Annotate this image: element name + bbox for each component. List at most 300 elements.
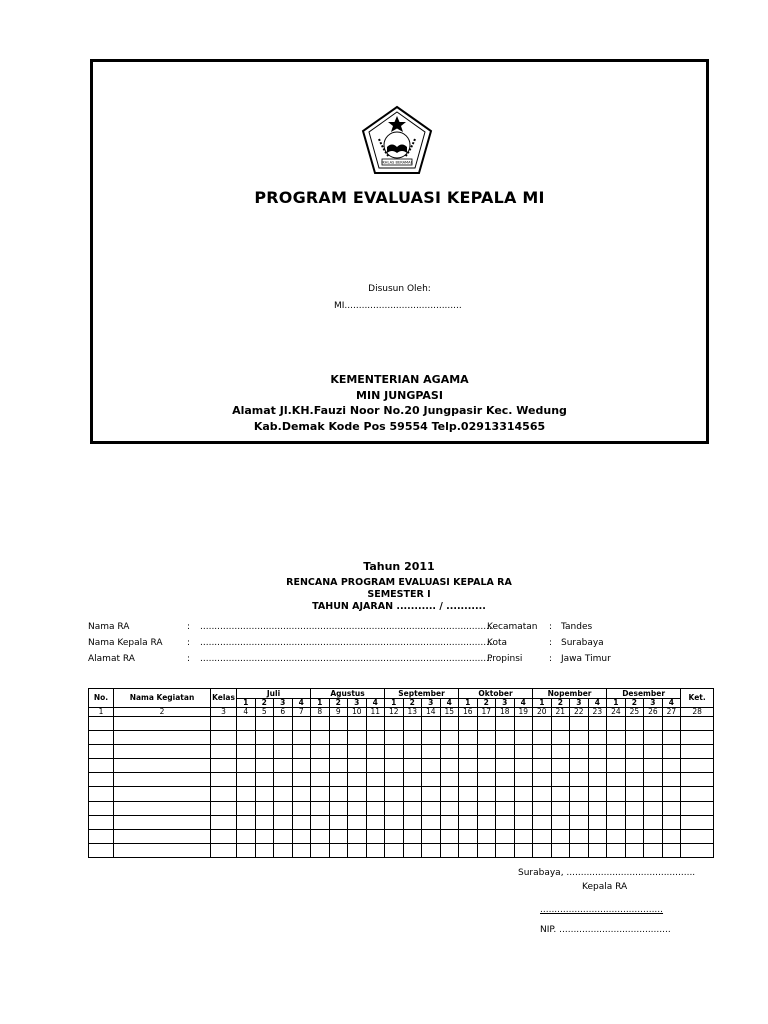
table-cell: [588, 773, 607, 787]
table-cell: [625, 731, 644, 745]
table-cell: [440, 829, 459, 843]
table-cell: [496, 801, 515, 815]
table-cell: [311, 801, 330, 815]
table-cell: [607, 801, 626, 815]
header-week: 3: [570, 699, 589, 708]
table-cell: [607, 787, 626, 801]
table-cell: [570, 829, 589, 843]
table-cell: [533, 815, 552, 829]
table-cell: [114, 759, 211, 773]
table-cell: [403, 717, 422, 731]
table-cell: [211, 843, 237, 857]
table-cell: [292, 745, 311, 759]
table-cell: [114, 815, 211, 829]
header-week: 1: [385, 699, 404, 708]
table-cell: [89, 815, 114, 829]
table-cell: [662, 773, 681, 787]
table-cell: [311, 745, 330, 759]
table-cell: [588, 787, 607, 801]
table-cell: [662, 843, 681, 857]
table-cell: [459, 843, 478, 857]
table-cell: [311, 815, 330, 829]
header-week: 4: [588, 699, 607, 708]
table-cell: [533, 843, 552, 857]
column-number: 22: [570, 708, 589, 717]
mi-line: MI.........................................: [334, 301, 462, 311]
table-cell: [237, 745, 256, 759]
table-cell: [292, 815, 311, 829]
table-cell: [255, 745, 274, 759]
table-cell: [625, 787, 644, 801]
header-week: 3: [274, 699, 293, 708]
table-cell: [403, 843, 422, 857]
header-week: 3: [422, 699, 441, 708]
column-number: 19: [514, 708, 533, 717]
table-cell: [385, 801, 404, 815]
table-cell: [625, 815, 644, 829]
table-cell: [114, 731, 211, 745]
table-cell: [681, 745, 714, 759]
table-cell: [385, 717, 404, 731]
column-number: 7: [292, 708, 311, 717]
table-cell: [274, 843, 293, 857]
table-cell: [681, 773, 714, 787]
table-cell: [348, 787, 367, 801]
table-cell: [514, 773, 533, 787]
table-cell: [89, 745, 114, 759]
table-cell: [274, 731, 293, 745]
table-row: [89, 717, 714, 731]
column-number: 16: [459, 708, 478, 717]
table-cell: [311, 843, 330, 857]
table-cell: [625, 745, 644, 759]
column-number: 10: [348, 708, 367, 717]
table-cell: [89, 787, 114, 801]
column-number: 2: [114, 708, 211, 717]
info-colon: :: [187, 654, 191, 664]
table-cell: [551, 717, 570, 731]
column-number: 15: [440, 708, 459, 717]
table-cell: [533, 773, 552, 787]
column-number: 17: [477, 708, 496, 717]
table-cell: [514, 843, 533, 857]
table-cell: [681, 759, 714, 773]
table-cell: [329, 717, 348, 731]
table-cell: [292, 759, 311, 773]
table-cell: [237, 773, 256, 787]
table-cell: [588, 801, 607, 815]
column-number: 27: [662, 708, 681, 717]
header-week: 2: [403, 699, 422, 708]
table-cell: [366, 815, 385, 829]
table-cell: [644, 717, 663, 731]
table-cell: [422, 801, 441, 815]
table-cell: [514, 815, 533, 829]
table-cell: [329, 801, 348, 815]
table-cell: [237, 787, 256, 801]
table-cell: [114, 745, 211, 759]
table-cell: [459, 759, 478, 773]
table-cell: [514, 801, 533, 815]
table-cell: [477, 759, 496, 773]
table-cell: [533, 787, 552, 801]
table-cell: [570, 731, 589, 745]
column-number: 6: [274, 708, 293, 717]
info-label-alamat: Alamat RA: [88, 654, 135, 664]
header-week: 4: [514, 699, 533, 708]
table-cell: [459, 745, 478, 759]
table-cell: [644, 843, 663, 857]
header-month-nopember: Nopember: [533, 689, 607, 699]
column-number: 21: [551, 708, 570, 717]
table-cell: [329, 759, 348, 773]
table-cell: [551, 843, 570, 857]
table-cell: [329, 787, 348, 801]
info-value-nama-ra: ......................................................................................................: [200, 622, 492, 632]
table-cell: [255, 759, 274, 773]
table-cell: [385, 759, 404, 773]
table-cell: [607, 843, 626, 857]
table-cell: [681, 801, 714, 815]
table-cell: [551, 773, 570, 787]
table-row: [89, 731, 714, 745]
table-cell: [403, 787, 422, 801]
table-cell: [403, 731, 422, 745]
info-value-propinsi: Jawa Timur: [561, 654, 611, 664]
evaluation-schedule-table: [88, 688, 714, 858]
table-cell: [348, 717, 367, 731]
table-cell: [440, 773, 459, 787]
table-cell: [644, 773, 663, 787]
table-cell: [385, 773, 404, 787]
table-cell: [607, 829, 626, 843]
table-cell: [348, 759, 367, 773]
header-week: 2: [329, 699, 348, 708]
table-cell: [274, 717, 293, 731]
table-cell: [422, 815, 441, 829]
table-cell: [440, 759, 459, 773]
table-cell: [477, 829, 496, 843]
info-colon: :: [187, 622, 191, 632]
org-ministry: KEMENTERIAN AGAMA: [330, 373, 469, 386]
sign-nip: NIP. .......................................: [540, 925, 671, 935]
table-cell: [114, 717, 211, 731]
table-cell: [422, 759, 441, 773]
table-row: [89, 815, 714, 829]
info-value-kota: Surabaya: [561, 638, 604, 648]
header-week: 2: [625, 699, 644, 708]
table-cell: [274, 815, 293, 829]
header-week: 3: [348, 699, 367, 708]
table-cell: [114, 843, 211, 857]
table-cell: [211, 717, 237, 731]
column-number: 24: [607, 708, 626, 717]
table-cell: [422, 843, 441, 857]
column-number: 14: [422, 708, 441, 717]
table-cell: [255, 801, 274, 815]
table-cell: [274, 829, 293, 843]
table-cell: [496, 815, 515, 829]
table-cell: [329, 773, 348, 787]
table-cell: [570, 759, 589, 773]
table-cell: [496, 731, 515, 745]
table-cell: [662, 829, 681, 843]
header-week: 3: [496, 699, 515, 708]
org-contact: Kab.Demak Kode Pos 59554 Telp.02913314565: [253, 419, 546, 433]
info-label-kota: Kota: [487, 638, 508, 648]
table-cell: [385, 815, 404, 829]
table-cell: [477, 787, 496, 801]
column-number: 23: [588, 708, 607, 717]
column-number: 20: [533, 708, 552, 717]
table-cell: [514, 829, 533, 843]
table-cell: [570, 843, 589, 857]
table-cell: [477, 843, 496, 857]
table-cell: [681, 717, 714, 731]
sign-role: Kepala RA: [582, 882, 628, 892]
table-cell: [644, 829, 663, 843]
header-week: 1: [459, 699, 478, 708]
info-value-alamat: ......................................................................................................: [200, 654, 492, 664]
column-number: 5: [255, 708, 274, 717]
column-number: 25: [625, 708, 644, 717]
table-row: [89, 745, 714, 759]
column-number: 18: [496, 708, 515, 717]
table-cell: [348, 801, 367, 815]
table-cell: [440, 815, 459, 829]
table-cell: [440, 843, 459, 857]
table-cell: [348, 731, 367, 745]
column-number: 13: [403, 708, 422, 717]
table-cell: [292, 829, 311, 843]
table-cell: [570, 717, 589, 731]
table-cell: [681, 787, 714, 801]
table-cell: [551, 829, 570, 843]
cover-box: [90, 59, 709, 444]
header-week: 4: [662, 699, 681, 708]
table-cell: [477, 717, 496, 731]
plan-title: RENCANA PROGRAM EVALUASI KEPALA RA: [286, 577, 512, 588]
table-cell: [570, 787, 589, 801]
table-cell: [533, 759, 552, 773]
header-week: 2: [477, 699, 496, 708]
table-cell: [514, 759, 533, 773]
column-number-row: [89, 708, 714, 717]
table-cell: [662, 759, 681, 773]
table-cell: [514, 745, 533, 759]
table-cell: [422, 787, 441, 801]
table-cell: [607, 815, 626, 829]
table-cell: [348, 843, 367, 857]
table-cell: [551, 801, 570, 815]
table-cell: [385, 731, 404, 745]
table-cell: [366, 745, 385, 759]
table-cell: [440, 731, 459, 745]
table-cell: [570, 773, 589, 787]
column-number: 26: [644, 708, 663, 717]
header-nama-kegiatan: Nama Kegiatan: [114, 689, 211, 708]
table-cell: [496, 773, 515, 787]
table-cell: [440, 745, 459, 759]
table-cell: [607, 717, 626, 731]
table-cell: [329, 731, 348, 745]
table-cell: [311, 731, 330, 745]
table-cell: [644, 815, 663, 829]
table-cell: [570, 745, 589, 759]
table-cell: [496, 829, 515, 843]
table-cell: [625, 801, 644, 815]
info-colon: :: [549, 638, 553, 648]
table-cell: [348, 829, 367, 843]
table-cell: [459, 731, 478, 745]
table-cell: [329, 745, 348, 759]
table-cell: [237, 717, 256, 731]
table-cell: [440, 787, 459, 801]
table-cell: [385, 829, 404, 843]
table-cell: [311, 787, 330, 801]
table-cell: [274, 759, 293, 773]
table-cell: [311, 773, 330, 787]
table-row: [89, 801, 714, 815]
table-cell: [89, 801, 114, 815]
cover-title: PROGRAM EVALUASI KEPALA MI: [254, 188, 545, 207]
table-cell: [311, 759, 330, 773]
table-cell: [255, 843, 274, 857]
table-cell: [255, 717, 274, 731]
table-cell: [496, 759, 515, 773]
table-cell: [477, 773, 496, 787]
table-cell: [514, 731, 533, 745]
table-cell: [403, 773, 422, 787]
table-cell: [403, 815, 422, 829]
table-row: [89, 787, 714, 801]
table-cell: [644, 787, 663, 801]
info-value-nama-kepala: ......................................................................................................: [200, 638, 492, 648]
table-cell: [237, 815, 256, 829]
table-cell: [496, 787, 515, 801]
header-week: 3: [644, 699, 663, 708]
table-cell: [644, 759, 663, 773]
table-cell: [644, 801, 663, 815]
table-cell: [385, 787, 404, 801]
table-cell: [459, 801, 478, 815]
table-cell: [274, 787, 293, 801]
header-month-desember: Desember: [607, 689, 681, 699]
header-week: 1: [311, 699, 330, 708]
table-cell: [533, 745, 552, 759]
column-number: 11: [366, 708, 385, 717]
table-cell: [681, 815, 714, 829]
table-cell: [292, 843, 311, 857]
org-school: MIN JUNGPASI: [356, 388, 443, 402]
column-number: 3: [211, 708, 237, 717]
table-cell: [477, 815, 496, 829]
table-cell: [114, 773, 211, 787]
table-row: [89, 759, 714, 773]
info-label-kecamatan: Kecamatan: [487, 622, 538, 632]
table-cell: [403, 759, 422, 773]
table-cell: [681, 843, 714, 857]
table-cell: [440, 801, 459, 815]
table-cell: [570, 801, 589, 815]
table-cell: [551, 759, 570, 773]
table-cell: [385, 745, 404, 759]
table-cell: [422, 745, 441, 759]
table-cell: [366, 773, 385, 787]
table-cell: [366, 843, 385, 857]
header-week: 4: [366, 699, 385, 708]
table-cell: [292, 717, 311, 731]
header-month-oktober: Oktober: [459, 689, 533, 699]
table-cell: [422, 717, 441, 731]
table-cell: [89, 843, 114, 857]
table-row: [89, 843, 714, 857]
table-cell: [607, 773, 626, 787]
table-cell: [681, 829, 714, 843]
table-cell: [588, 829, 607, 843]
table-cell: [329, 829, 348, 843]
table-cell: [551, 787, 570, 801]
sign-place-date: Surabaya, .............................................: [518, 868, 696, 878]
column-number: 1: [89, 708, 114, 717]
table-cell: [588, 759, 607, 773]
table-cell: [625, 829, 644, 843]
table-cell: [292, 801, 311, 815]
table-cell: [644, 745, 663, 759]
table-cell: [211, 815, 237, 829]
table-cell: [255, 829, 274, 843]
sign-name-line: ...........................................: [540, 905, 664, 915]
table-cell: [496, 843, 515, 857]
table-cell: [311, 829, 330, 843]
table-cell: [607, 745, 626, 759]
header-week: 1: [533, 699, 552, 708]
table-cell: [348, 773, 367, 787]
table-cell: [311, 717, 330, 731]
column-number: 4: [237, 708, 256, 717]
table-cell: [533, 717, 552, 731]
table-cell: [255, 815, 274, 829]
plan-tahun-ajaran: TAHUN AJARAN ........... / ...........: [312, 601, 486, 612]
ministry-emblem-icon: [361, 105, 433, 175]
table-cell: [533, 731, 552, 745]
table-cell: [477, 801, 496, 815]
table-cell: [348, 815, 367, 829]
header-month-juli: Juli: [237, 689, 311, 699]
table-cell: [588, 815, 607, 829]
table-cell: [662, 787, 681, 801]
table-cell: [292, 731, 311, 745]
table-cell: [422, 829, 441, 843]
table-cell: [255, 773, 274, 787]
table-cell: [625, 843, 644, 857]
table-cell: [211, 801, 237, 815]
table-cell: [625, 717, 644, 731]
table-cell: [237, 731, 256, 745]
table-cell: [514, 787, 533, 801]
table-cell: [477, 745, 496, 759]
header-week: 1: [607, 699, 626, 708]
table-cell: [459, 829, 478, 843]
table-cell: [211, 731, 237, 745]
table-cell: [329, 843, 348, 857]
table-cell: [255, 731, 274, 745]
table-cell: [292, 787, 311, 801]
table-cell: [533, 801, 552, 815]
table-cell: [459, 773, 478, 787]
table-cell: [662, 731, 681, 745]
table-cell: [237, 801, 256, 815]
